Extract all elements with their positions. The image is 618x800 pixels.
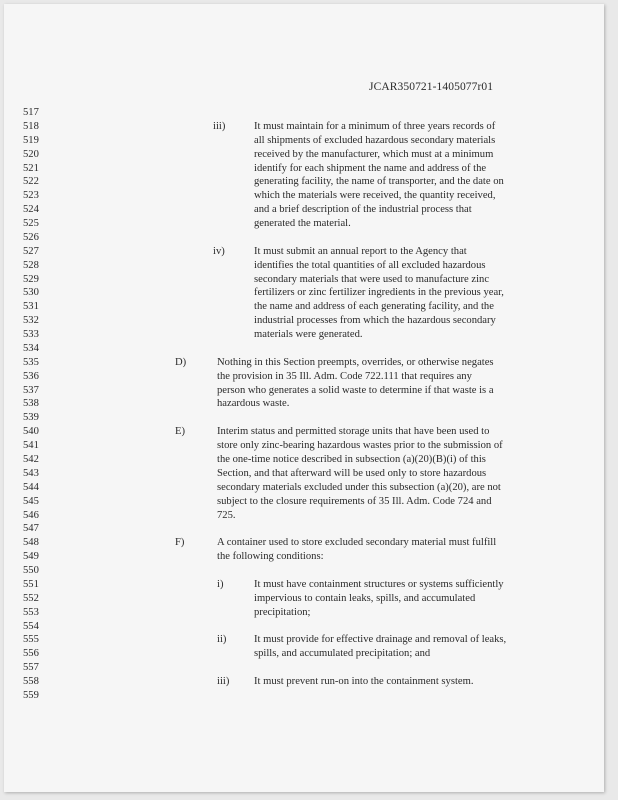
document-line: [4, 245, 604, 258]
line-number: 555: [23, 634, 39, 646]
list-marker: E): [175, 426, 185, 438]
line-text: generated the material.: [254, 218, 351, 230]
line-text: the name and address of each generating facility, and the: [254, 301, 494, 313]
document-line: [4, 620, 604, 633]
list-marker: ii): [217, 634, 227, 646]
line-number: 531: [23, 301, 39, 313]
list-marker: i): [217, 578, 224, 590]
list-marker: iii): [217, 676, 230, 688]
line-text: the one-time notice described in subsection (a)(20)(B)(i) of this: [217, 454, 486, 465]
line-text: spills, and accumulated precipitation; and: [254, 648, 431, 660]
document-line: [4, 397, 604, 410]
line-text: received by the manufacturer, which must at a minimum: [254, 148, 494, 160]
line-text: Nothing in this Section preempts, overrides, or otherwise negates: [217, 356, 494, 368]
document-line: [4, 661, 604, 674]
line-text: fertilizers or zinc fertilizer ingredients in the previous year,: [254, 287, 504, 299]
line-text: generating facility, the name of transporter, and the date on: [254, 176, 504, 188]
line-number: 533: [23, 329, 39, 341]
document-line: [4, 300, 604, 313]
line-text: hazardous waste.: [217, 398, 290, 410]
list-marker: iv): [213, 245, 225, 257]
line-text: and a brief description of the industrial process that: [254, 204, 472, 216]
list-marker: D): [175, 356, 187, 368]
document-line: [4, 217, 604, 230]
line-text: 725.: [217, 509, 236, 521]
document-line: [4, 384, 604, 397]
line-number: 535: [23, 356, 39, 368]
document-line: [4, 120, 604, 133]
line-text: It must submit an annual report to the Agency that: [254, 245, 467, 257]
line-number: 529: [23, 273, 39, 285]
document-line: [4, 162, 604, 175]
line-number: 543: [23, 467, 39, 479]
line-number: 517: [23, 107, 39, 118]
line-number: 546: [23, 509, 39, 521]
document-line: [4, 425, 604, 438]
line-number: 545: [23, 495, 39, 507]
line-number: 526: [23, 231, 39, 243]
line-text: store only zinc-bearing hazardous wastes prior to the submission of: [217, 440, 503, 452]
line-number: 521: [23, 162, 39, 174]
line-text: materials were generated.: [254, 329, 363, 341]
document-line: [4, 578, 604, 591]
line-number: 524: [23, 204, 39, 216]
document-line: [4, 453, 604, 466]
document-line: [4, 314, 604, 327]
line-number: 544: [23, 481, 39, 493]
document-line: [4, 592, 604, 605]
document-line: [4, 328, 604, 341]
line-number: 523: [23, 190, 39, 202]
line-text: It must provide for effective drainage and removal of leaks,: [254, 634, 507, 646]
line-number: 541: [23, 440, 39, 452]
document-line: [4, 606, 604, 619]
document-line: [4, 509, 604, 522]
document-line: [4, 689, 604, 702]
document-line: [4, 231, 604, 244]
line-number: 532: [23, 315, 39, 327]
document-line: [4, 522, 604, 535]
line-text: subject to the closure requirements of 35 Ill. Adm. Code 724 and: [217, 495, 492, 507]
line-text: secondary materials excluded under this subsection (a)(20), are not: [217, 481, 501, 493]
line-number: 557: [23, 662, 39, 674]
list-marker: F): [175, 537, 185, 549]
line-number: 549: [23, 551, 39, 563]
line-number: 553: [23, 606, 39, 618]
list-marker: iii): [213, 120, 226, 132]
line-number: 540: [23, 426, 39, 438]
line-number: 547: [23, 523, 39, 535]
document-line: [4, 148, 604, 161]
line-text: Section, and that afterward will be used only to store hazardous: [217, 467, 487, 479]
document-line: [4, 134, 604, 147]
line-number: 537: [23, 384, 39, 396]
line-text: secondary materials that were used to manufacture zinc: [254, 273, 490, 285]
line-text: identify for each shipment the name and address of the: [254, 162, 487, 174]
document-line: [4, 647, 604, 660]
document-line: [4, 342, 604, 355]
line-number: 528: [23, 259, 39, 271]
line-text: industrial processes from which the hazardous secondary: [254, 315, 496, 327]
line-number: 527: [23, 245, 39, 257]
document-line: [4, 370, 604, 383]
document-line: [4, 536, 604, 549]
line-number: 556: [23, 648, 39, 660]
line-number: 520: [23, 148, 39, 160]
line-text: all shipments of excluded hazardous secondary materials: [254, 134, 496, 146]
line-number: 550: [23, 565, 39, 577]
line-number: 536: [23, 370, 39, 382]
document-line: [4, 675, 604, 688]
line-text: which the materials were received, the quantity received,: [254, 190, 496, 202]
document-line: [4, 633, 604, 646]
line-text: It must have containment structures or systems sufficiently: [254, 578, 504, 590]
line-number: 554: [23, 620, 39, 632]
document-line: [4, 481, 604, 494]
line-number: 519: [23, 134, 39, 146]
line-number: 559: [23, 689, 39, 701]
line-text: A container used to store excluded secondary material must fulfill: [217, 537, 497, 549]
line-number: 522: [23, 176, 39, 188]
line-number: 542: [23, 454, 39, 465]
line-number: 558: [23, 676, 39, 688]
document-line: [4, 189, 604, 202]
line-number: 548: [23, 537, 39, 549]
document-line: [4, 356, 604, 369]
line-number: 518: [23, 120, 39, 132]
document-line: [4, 203, 604, 216]
line-text: person who generates a solid waste to determine if that waste is a: [217, 384, 494, 396]
line-number: 552: [23, 592, 39, 604]
document-line: [4, 550, 604, 563]
line-number: 539: [23, 412, 39, 424]
document-page: [4, 4, 604, 792]
document-line: [4, 495, 604, 508]
document-line: [4, 259, 604, 272]
line-number: 551: [23, 578, 39, 590]
line-text: the provision in 35 Ill. Adm. Code 722.111 that requires any: [217, 370, 472, 382]
document-line: [4, 273, 604, 286]
line-number: 534: [23, 342, 39, 354]
line-text: It must maintain for a minimum of three years records of: [254, 120, 496, 132]
line-text: It must prevent run-on into the containment system.: [254, 676, 474, 688]
document-line: [4, 467, 604, 480]
document-line: [4, 286, 604, 299]
line-number: 538: [23, 398, 39, 410]
document-line: [4, 106, 604, 119]
line-number: 530: [23, 287, 39, 299]
line-text: impervious to contain leaks, spills, and accumulated: [254, 592, 476, 604]
document-line: [4, 411, 604, 424]
document-line: [4, 564, 604, 577]
document-id-header: JCAR350721-1405077r01: [369, 81, 494, 93]
line-text: the following conditions:: [217, 551, 324, 563]
line-text: identifies the total quantities of all excluded hazardous: [254, 259, 486, 271]
line-number: 525: [23, 218, 39, 230]
line-text: precipitation;: [254, 606, 311, 618]
line-text: Interim status and permitted storage units that have been used to: [217, 426, 490, 438]
document-line: [4, 439, 604, 452]
document-line: [4, 175, 604, 188]
